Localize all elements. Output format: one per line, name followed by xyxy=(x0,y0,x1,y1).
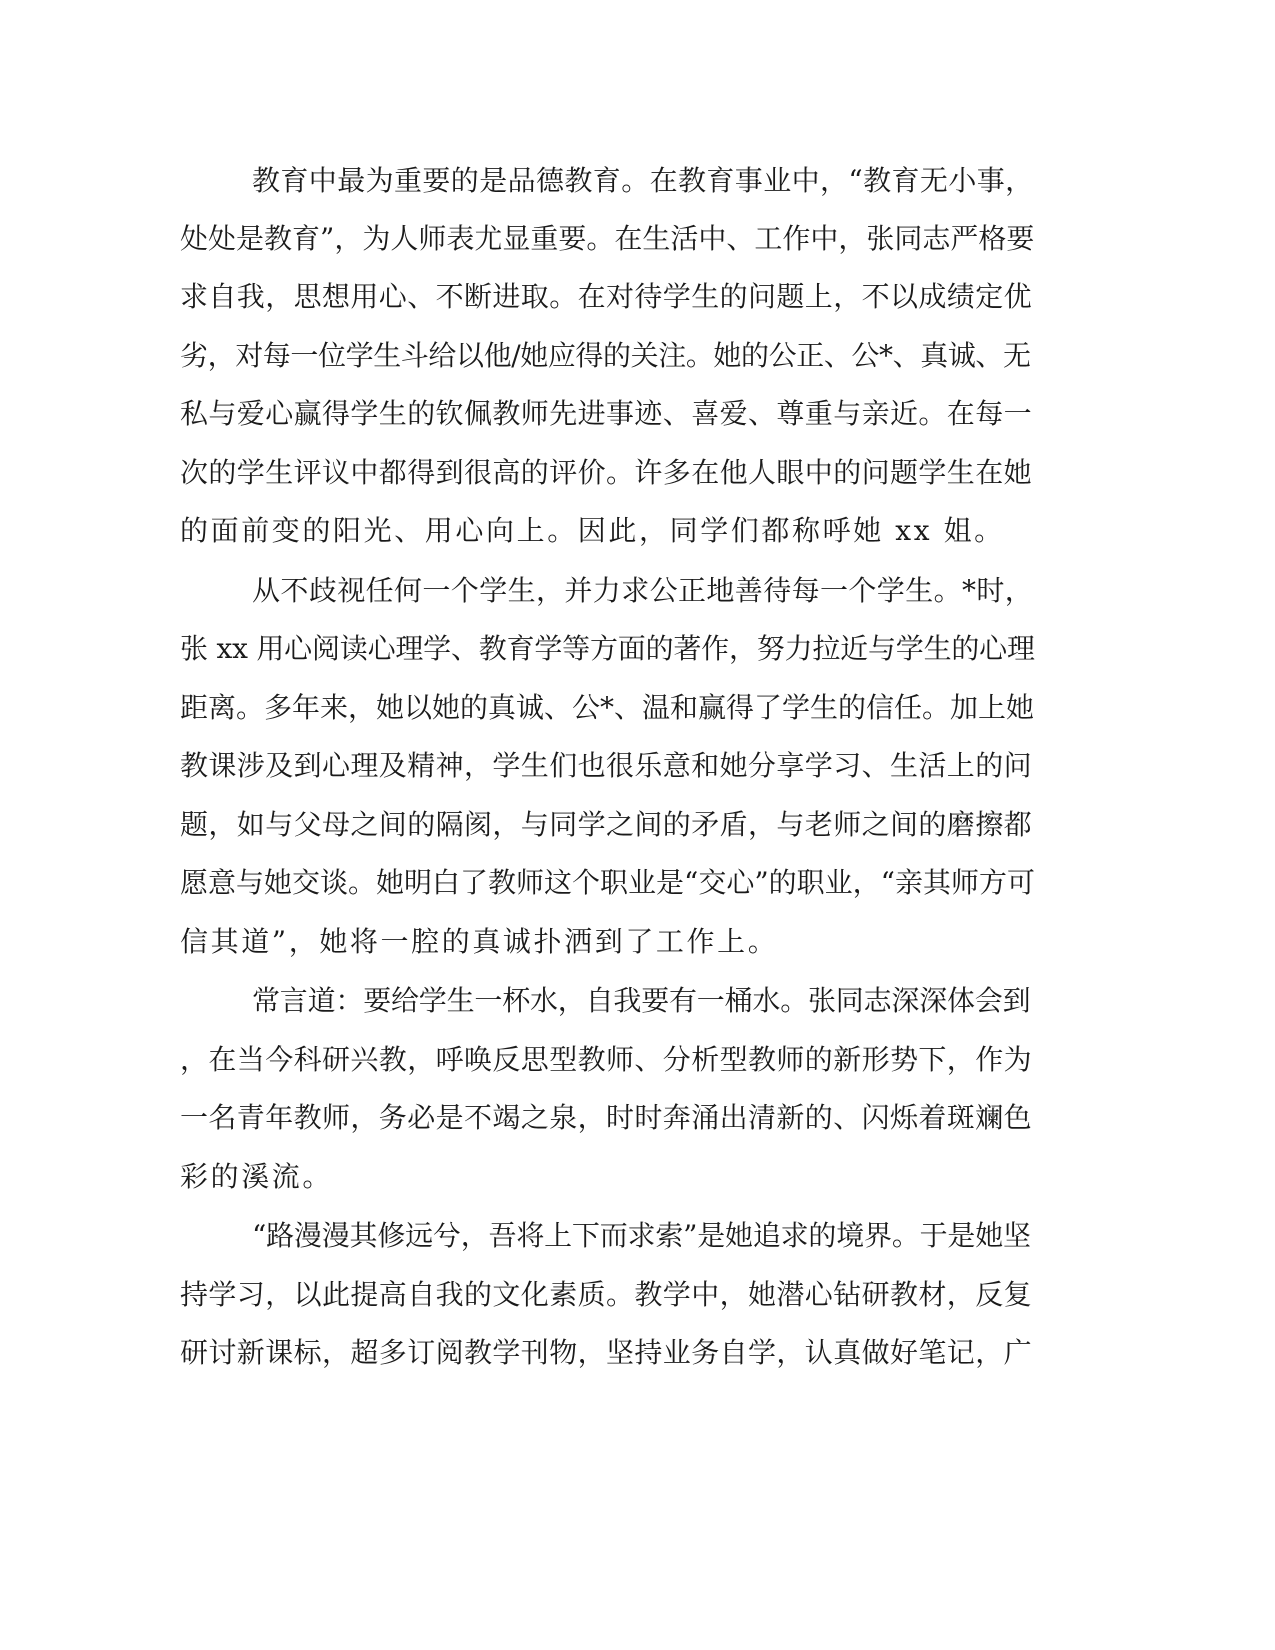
text-line: 张 xx 用心阅读心理学、教育学等方面的著作，努力拉近与学生的心理 xyxy=(180,632,1035,665)
text-line: 一名青年教师，务必是不竭之泉，时时奔涌出清新的、闪烁着斑斓色 xyxy=(180,1101,1033,1134)
text-line: ，在当今科研兴教，呼唤反思型教师、分析型教师的新形势下，作为 xyxy=(180,1043,1033,1076)
text-line: 从不歧视任何一个学生，并力求公正地善待每一个学生。*时， xyxy=(252,574,1034,607)
text-line: 教育中最为重要的是品德教育。在教育事业中，“教育无小事， xyxy=(252,164,1034,197)
text-line: 的面前变的阳光、用心向上。因此，同学们都称呼她 xx 姐。 xyxy=(180,514,1005,547)
text-line: 研讨新课标，超多订阅教学刊物，坚持业务自学，认真做好笔记，广 xyxy=(180,1336,1033,1369)
text-line: “路漫漫其修远兮，吾将上下而求索”是她追求的境界。于是她坚 xyxy=(252,1219,1031,1252)
text-line: 教课涉及到心理及精神，学生们也很乐意和她分享学习、生活上的问 xyxy=(180,749,1033,782)
text-line: 劣，对每一位学生斗给以他/她应得的关注。她的公正、公*、真诚、无 xyxy=(180,339,1031,372)
text-line: 信其道”，她将一腔的真诚扑洒到了工作上。 xyxy=(180,925,779,958)
text-line: 持学习，以此提高自我的文化素质。教学中，她潜心钻研教材，反复 xyxy=(180,1278,1033,1311)
text-line: 常言道：要给学生一杯水，自我要有一桶水。张同志深深体会到 xyxy=(252,984,1031,1017)
text-line: 求自我，思想用心、不断进取。在对待学生的问题上，不以成绩定优 xyxy=(180,280,1033,313)
text-line: 距离。多年来，她以她的真诚、公*、温和赢得了学生的信任。加上她 xyxy=(180,691,1035,724)
text-line: 次的学生评议中都得到很高的评价。许多在他人眼中的问题学生在她 xyxy=(180,456,1033,489)
text-line: 题，如与父母之间的隔阂，与同学之间的矛盾，与老师之间的磨擦都 xyxy=(180,808,1033,841)
text-line: 愿意与她交谈。她明白了教师这个职业是“交心”的职业，“亲其师方可 xyxy=(180,866,1035,899)
text-line: 彩的溪流。 xyxy=(180,1160,334,1193)
text-line: 处处是教育”，为人师表尤显重要。在生活中、工作中，张同志严格要 xyxy=(180,222,1035,255)
text-line: 私与爱心赢得学生的钦佩教师先进事迹、喜爱、尊重与亲近。在每一 xyxy=(180,397,1033,430)
